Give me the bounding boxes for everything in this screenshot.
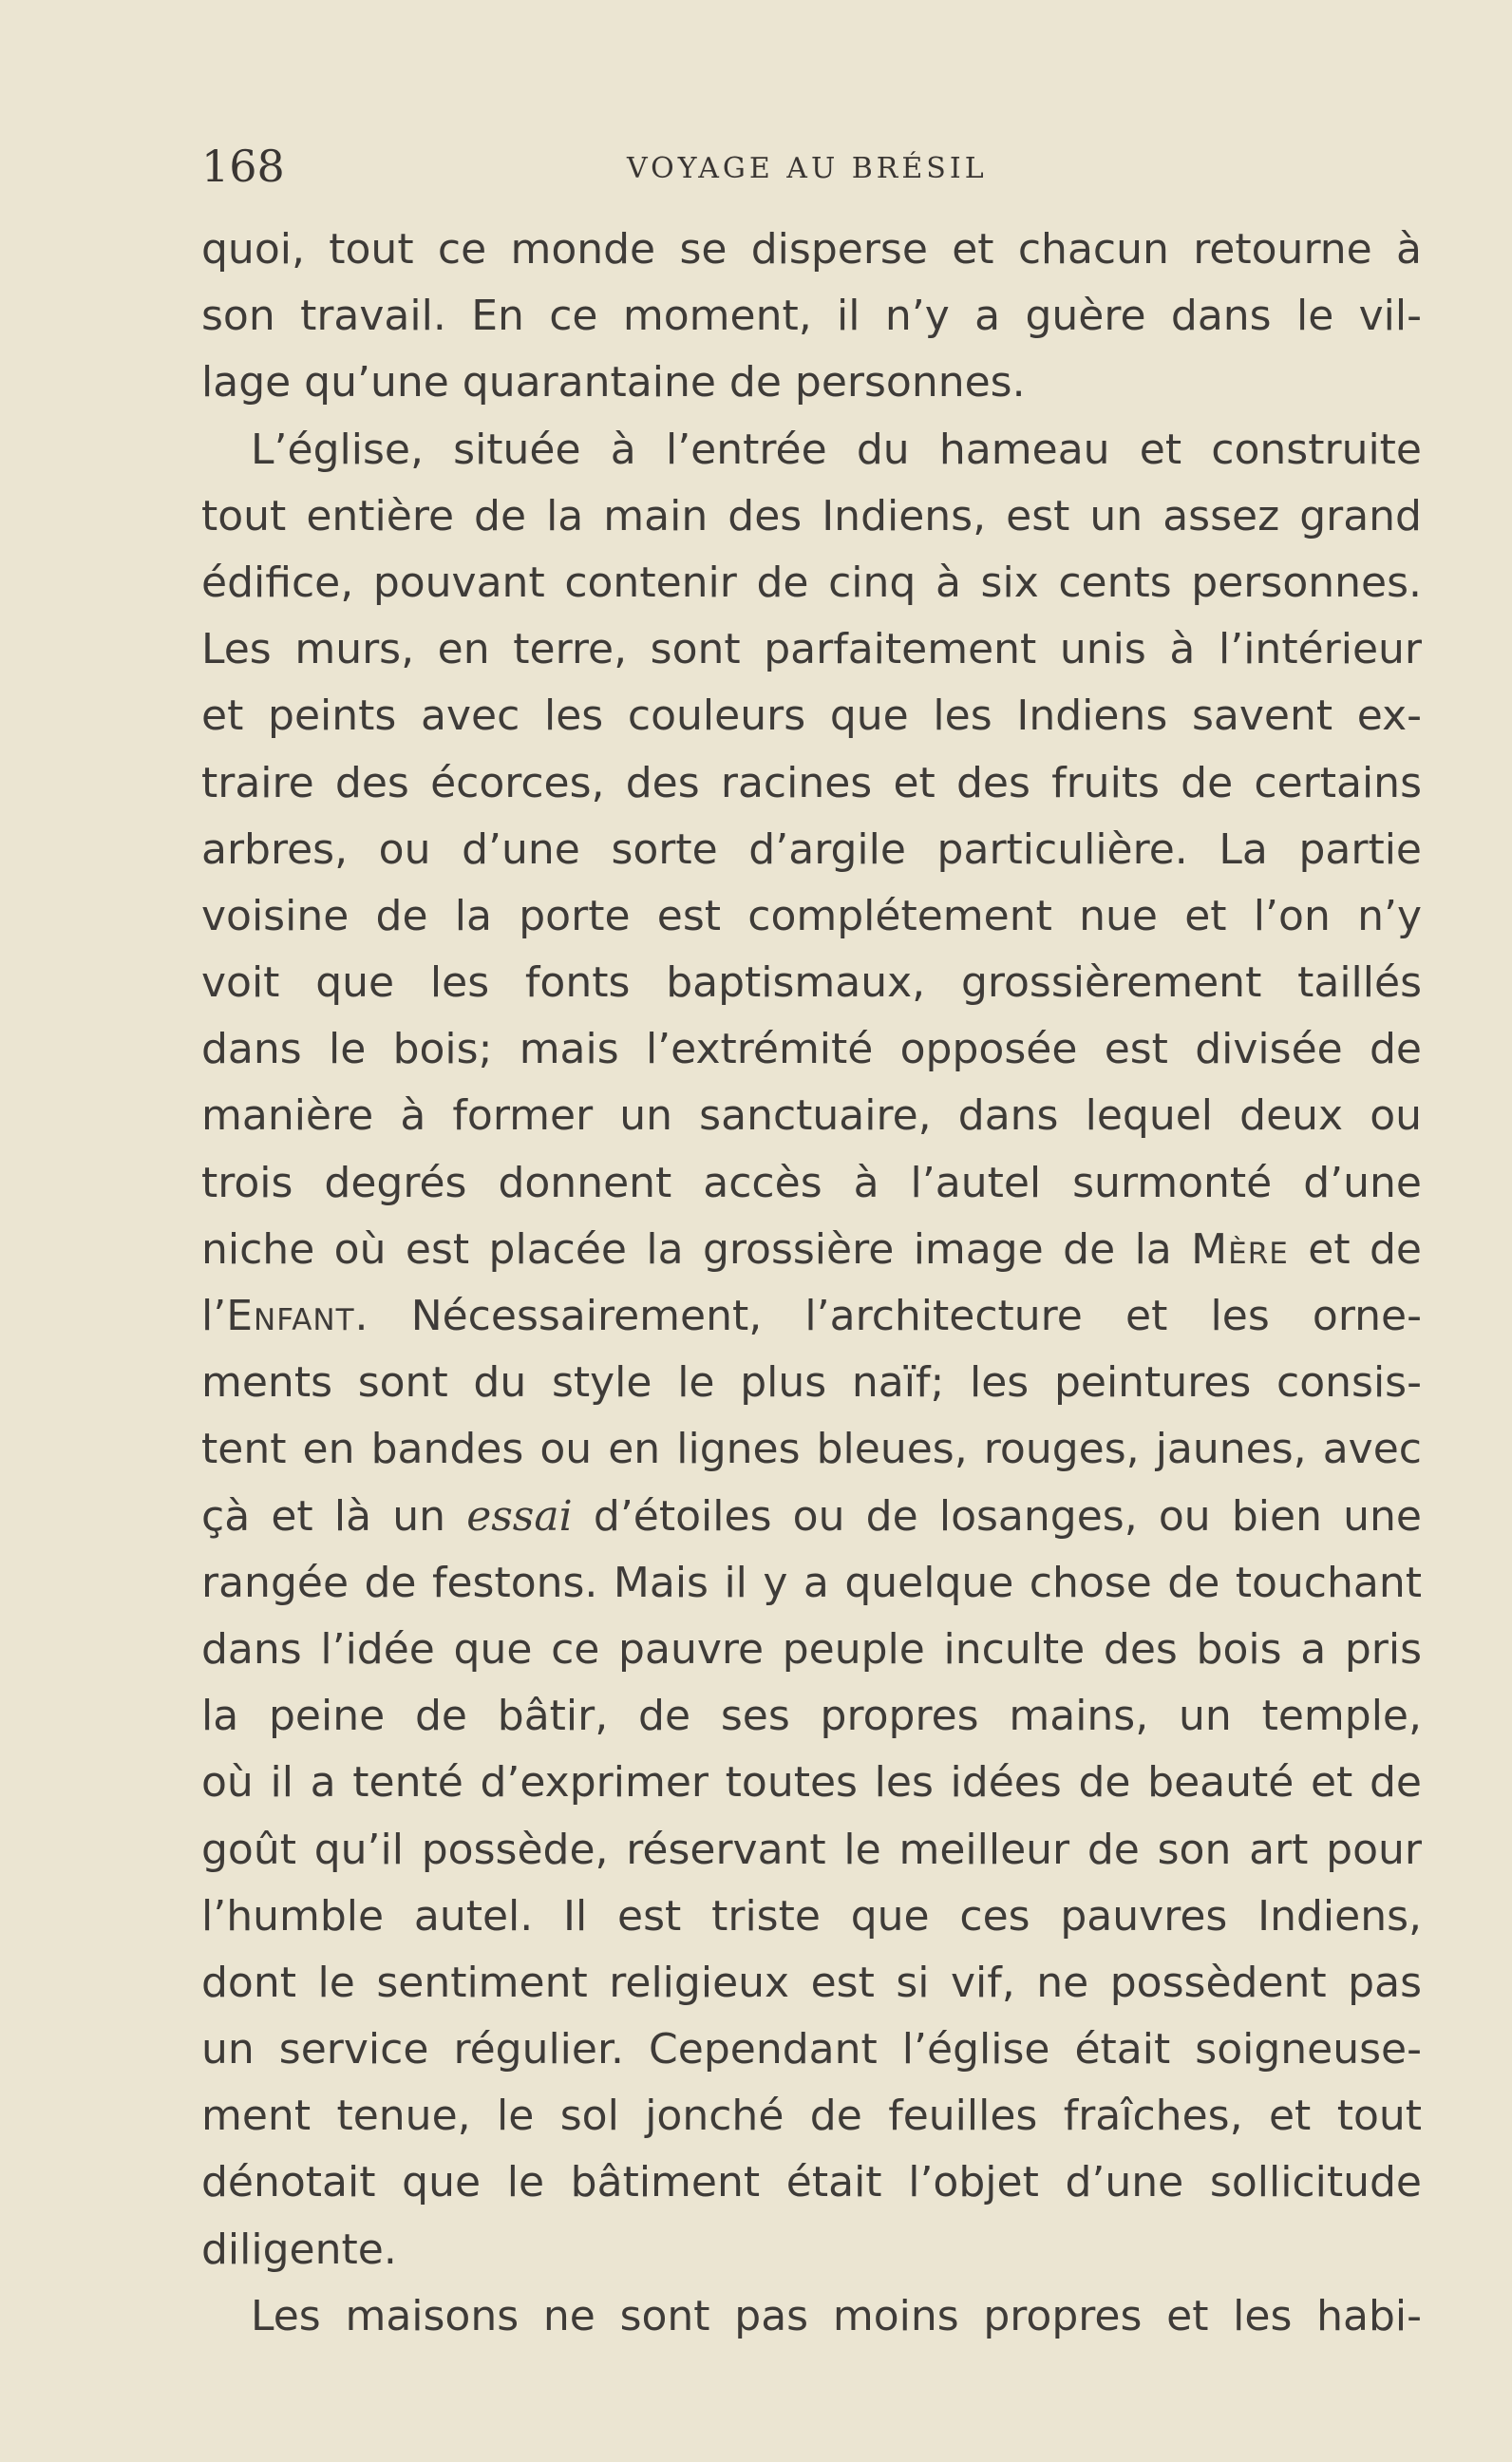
text-line: la peine de bâtir, de ses propres mains, un temple, — [201, 1692, 1422, 1741]
text-line: dont le sentiment religieux est si vif, ne possèdent pas — [201, 1958, 1422, 2007]
text-line: dans l’idée que ce pauvre peuple inculte des bois a pris — [201, 1624, 1422, 1674]
text-line: voit que les fonts baptismaux, grossièrement taillés — [201, 958, 1422, 1008]
text-line: édifice, pouvant contenir de cinq à six cents personnes. — [201, 558, 1422, 607]
text-line: ments sont du style le plus naïf; les peintures consis- — [201, 1358, 1422, 1408]
running-head — [201, 141, 1422, 198]
text-line: et peints avec les couleurs que les Indiens savent ex- — [201, 691, 1422, 741]
text-run: et de — [1288, 1224, 1422, 1274]
text-line: l’humble autel. Il est triste que ces pauvres Indiens, — [201, 1891, 1422, 1941]
text-line: quoi, tout ce monde se disperse et chacun retourne à — [201, 225, 1422, 274]
text-line: son travail. En ce moment, il n’y a guère dans le vil- — [201, 292, 1422, 341]
text-line: goût qu’il possède, réservant le meilleur de son art pour — [201, 1825, 1422, 1874]
text-line: rangée de festons. Mais il y a quelque chose de touchant — [201, 1558, 1422, 1607]
text-line: diligente. — [201, 2225, 397, 2274]
text-line: tent en bandes ou en lignes bleues, rouges, jaunes, avec — [201, 1425, 1422, 1474]
text-line: Les murs, en terre, sont parfaitement unis à l’intérieur — [201, 625, 1422, 674]
text-line: arbres, ou d’une sorte d’argile particulière. La partie — [201, 824, 1422, 874]
page-number: 168 — [201, 141, 285, 192]
text-line — [201, 1217, 1422, 1283]
text-line: tout entière de la main des Indiens, est un assez grand — [201, 491, 1422, 540]
text-run: . Nécessairement, l’architecture et les orne- — [354, 1292, 1422, 1340]
text-line: où il a tenté d’exprimer toutes les idées de beauté et de — [201, 1758, 1422, 1808]
text-run: l’ — [201, 1292, 227, 1340]
body-text — [201, 217, 1422, 2350]
running-title: VOYAGE AU BRÉSIL — [627, 152, 988, 185]
text-run: çà et là un — [201, 1491, 467, 1541]
text-line: traire des écorces, des racines et des fruits de certains — [201, 758, 1422, 807]
text-line: dans le bois; mais l’extrémité opposée est divisée de — [201, 1025, 1422, 1074]
text-run: d’étoiles ou de losanges, ou bien une — [572, 1491, 1422, 1541]
text-line: manière à former un sanctuaire, dans lequel deux ou — [201, 1091, 1422, 1141]
text-line: trois degrés donnent accès à l’autel surmonté d’une — [201, 1158, 1422, 1207]
text-line: ment tenue, le sol jonché de feuilles fraîches, et tout — [201, 2092, 1422, 2141]
text-line: lage qu’une quarantaine de personnes. — [201, 358, 1026, 407]
text-line — [201, 1283, 1422, 1350]
small-caps-word: Mère — [1191, 1224, 1289, 1274]
text-line: Les maisons ne sont pas moins propres et les habi- — [251, 2291, 1422, 2340]
text-line: L’église, située à l’entrée du hameau et construite — [251, 425, 1422, 474]
text-line: dénotait que le bâtiment était l’objet d’une sollicitude — [201, 2158, 1422, 2207]
small-caps-word: Enfant — [226, 1292, 355, 1340]
text-line: un service régulier. Cependant l’église était soigneuse- — [201, 2025, 1422, 2074]
italic-word: essai — [466, 1491, 573, 1541]
text-run: niche où est placée la grossière image de la — [201, 1224, 1192, 1274]
text-line: voisine de la porte est complétement nue et l’on n’y — [201, 891, 1422, 940]
text-line — [201, 1484, 1422, 1550]
